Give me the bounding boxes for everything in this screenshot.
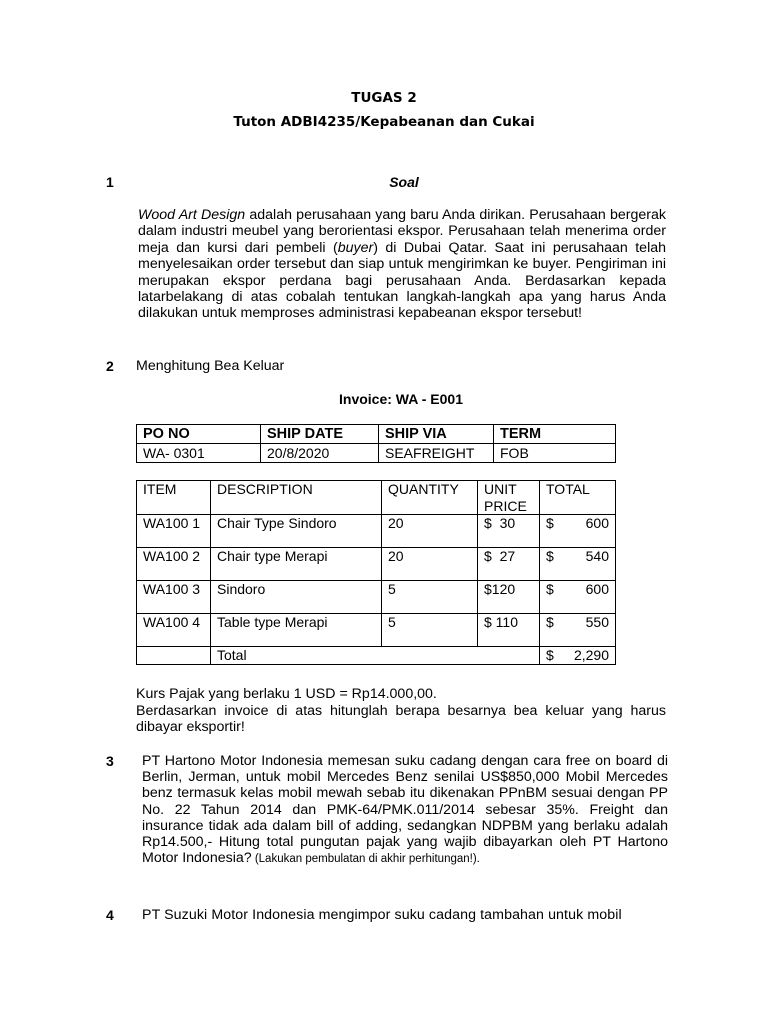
item-description: Table type Merapi xyxy=(211,614,382,647)
item-total xyxy=(540,548,616,581)
question-3-text xyxy=(142,753,668,867)
order-header-po-no: PO NO xyxy=(137,425,261,444)
total-amount: 550 xyxy=(585,614,609,630)
question-number-1: 1 xyxy=(106,174,114,190)
item-description: Chair type Merapi xyxy=(211,548,382,581)
kurs-pajak-text: Kurs Pajak yang berlaku 1 USD = Rp14.000,00. xyxy=(136,686,437,702)
table-row xyxy=(137,548,616,581)
total-currency: $ xyxy=(546,548,554,564)
total-currency: $ xyxy=(546,581,554,597)
order-header-ship-via: SHIP VIA xyxy=(379,425,494,444)
item-code: WA100 1 xyxy=(137,515,211,548)
document-subtitle: Tuton ADBI4235/Kepabeanan dan Cukai xyxy=(233,114,535,130)
invoice-title: Invoice: WA - E001 xyxy=(339,391,463,407)
document-title: TUGAS 2 xyxy=(351,90,417,106)
item-description: Sindoro xyxy=(211,581,382,614)
table-row xyxy=(137,581,616,614)
question-number-2: 2 xyxy=(106,358,114,374)
buyer-term: buyer xyxy=(337,239,374,256)
item-quantity: 5 xyxy=(382,581,478,614)
table-total-row xyxy=(137,647,616,665)
item-unit-price: $ 30 xyxy=(478,515,540,548)
item-unit-price: $ 27 xyxy=(478,548,540,581)
question-3-note: (Lakukan pembulatan di akhir perhitungan!). xyxy=(251,853,480,866)
order-table-row xyxy=(137,444,616,463)
table-row xyxy=(137,515,616,548)
order-ship-via: SEAFREIGHT xyxy=(379,444,494,463)
grand-total-currency: $ xyxy=(546,647,554,663)
item-header-quantity: QUANTITY xyxy=(382,481,478,515)
table-row xyxy=(137,614,616,647)
item-header-total: TOTAL xyxy=(540,481,616,515)
item-quantity: 20 xyxy=(382,515,478,548)
question-number-4: 4 xyxy=(106,907,114,923)
item-table xyxy=(136,480,616,665)
order-header-term: TERM xyxy=(494,425,616,444)
item-description: Chair Type Sindoro xyxy=(211,515,382,548)
question-2-instruction: Berdasarkan invoice di atas hitunglah berapa besarnya bea keluar yang harus dibayar eksportir! xyxy=(136,703,666,736)
question-1-text-part-a: adalah perusahaan yang baru Anda dirikan. Perusahaan bergerak dalam industri meubel yang berorientasi ekspor. Perusahaan telah menerima order meja dan kursi dari pembeli ( xyxy=(138,207,666,256)
order-ship-date: 20/8/2020 xyxy=(261,444,379,463)
item-total xyxy=(540,581,616,614)
item-code: WA100 3 xyxy=(137,581,211,614)
total-amount: 540 xyxy=(585,548,609,564)
total-currency: $ xyxy=(546,614,554,630)
question-3-body: PT Hartono Motor Indonesia memesan suku cadang dengan cara free on board di Berlin, Jerman, untuk mobil Mercedes Benz senilai US$850,000 Mobil Mercedes benz termasuk kelas mobil mewah sebab itu dikenakan PPnBM sesuai dengan PP No. 22 Tahun 2014 dan PMK-64/PMK.011/2014 sebesar 35%. Freight dan insurance tidak ada dalam bill of adding, sedangkan NDPBM yang berlaku adalah Rp14.500,- Hitung total pungutan pajak yang wajib dibayarkan oleh PT Hartono Motor Indonesia? xyxy=(142,753,668,867)
grand-total xyxy=(540,647,616,665)
item-code: WA100 4 xyxy=(137,614,211,647)
item-quantity: 20 xyxy=(382,548,478,581)
item-total xyxy=(540,515,616,548)
total-amount: 600 xyxy=(585,515,609,531)
item-quantity: 5 xyxy=(382,614,478,647)
total-label: Total xyxy=(211,647,540,665)
item-unit-price: $120 xyxy=(478,581,540,614)
soal-heading: Soal xyxy=(389,174,419,190)
item-header-item: ITEM xyxy=(137,481,211,515)
question-4-text: PT Suzuki Motor Indonesia mengimpor suku cadang tambahan untuk mobil xyxy=(142,907,622,923)
item-unit-price: $ 110 xyxy=(478,614,540,647)
question-number-3: 3 xyxy=(106,753,114,769)
question-1-text-part-b: ) di Dubai Qatar. Saat ini perusahaan telah menyelesaikan order tersebut dan siap untuk mengirimkan ke buyer. Pengiriman ini merupakan ekspor perdana bagi perusahaan Anda. Berdasarkan kepada latarbelakang di atas cobalah tentukan langkah-langkah apa yang harus Anda dilakukan untuk memproses administrasi kepabeanan ekspor tersebut! xyxy=(138,239,666,322)
company-name: Wood Art Design xyxy=(138,207,246,223)
total-currency: $ xyxy=(546,515,554,531)
item-total xyxy=(540,614,616,647)
order-table-header-row xyxy=(137,425,616,444)
order-term: FOB xyxy=(494,444,616,463)
order-header-ship-date: SHIP DATE xyxy=(261,425,379,444)
question-2-heading: Menghitung Bea Keluar xyxy=(136,358,285,374)
item-header-description: DESCRIPTION xyxy=(211,481,382,515)
item-header-unit-price: UNIT PRICE xyxy=(478,481,540,515)
total-row-empty-cell xyxy=(137,647,211,665)
item-code: WA100 2 xyxy=(137,548,211,581)
question-1-text xyxy=(138,207,666,322)
order-table xyxy=(136,424,616,463)
order-po-no: WA- 0301 xyxy=(137,444,261,463)
grand-total-amount: 2,290 xyxy=(573,647,609,663)
item-table-header-row xyxy=(137,481,616,515)
total-amount: 600 xyxy=(585,581,609,597)
